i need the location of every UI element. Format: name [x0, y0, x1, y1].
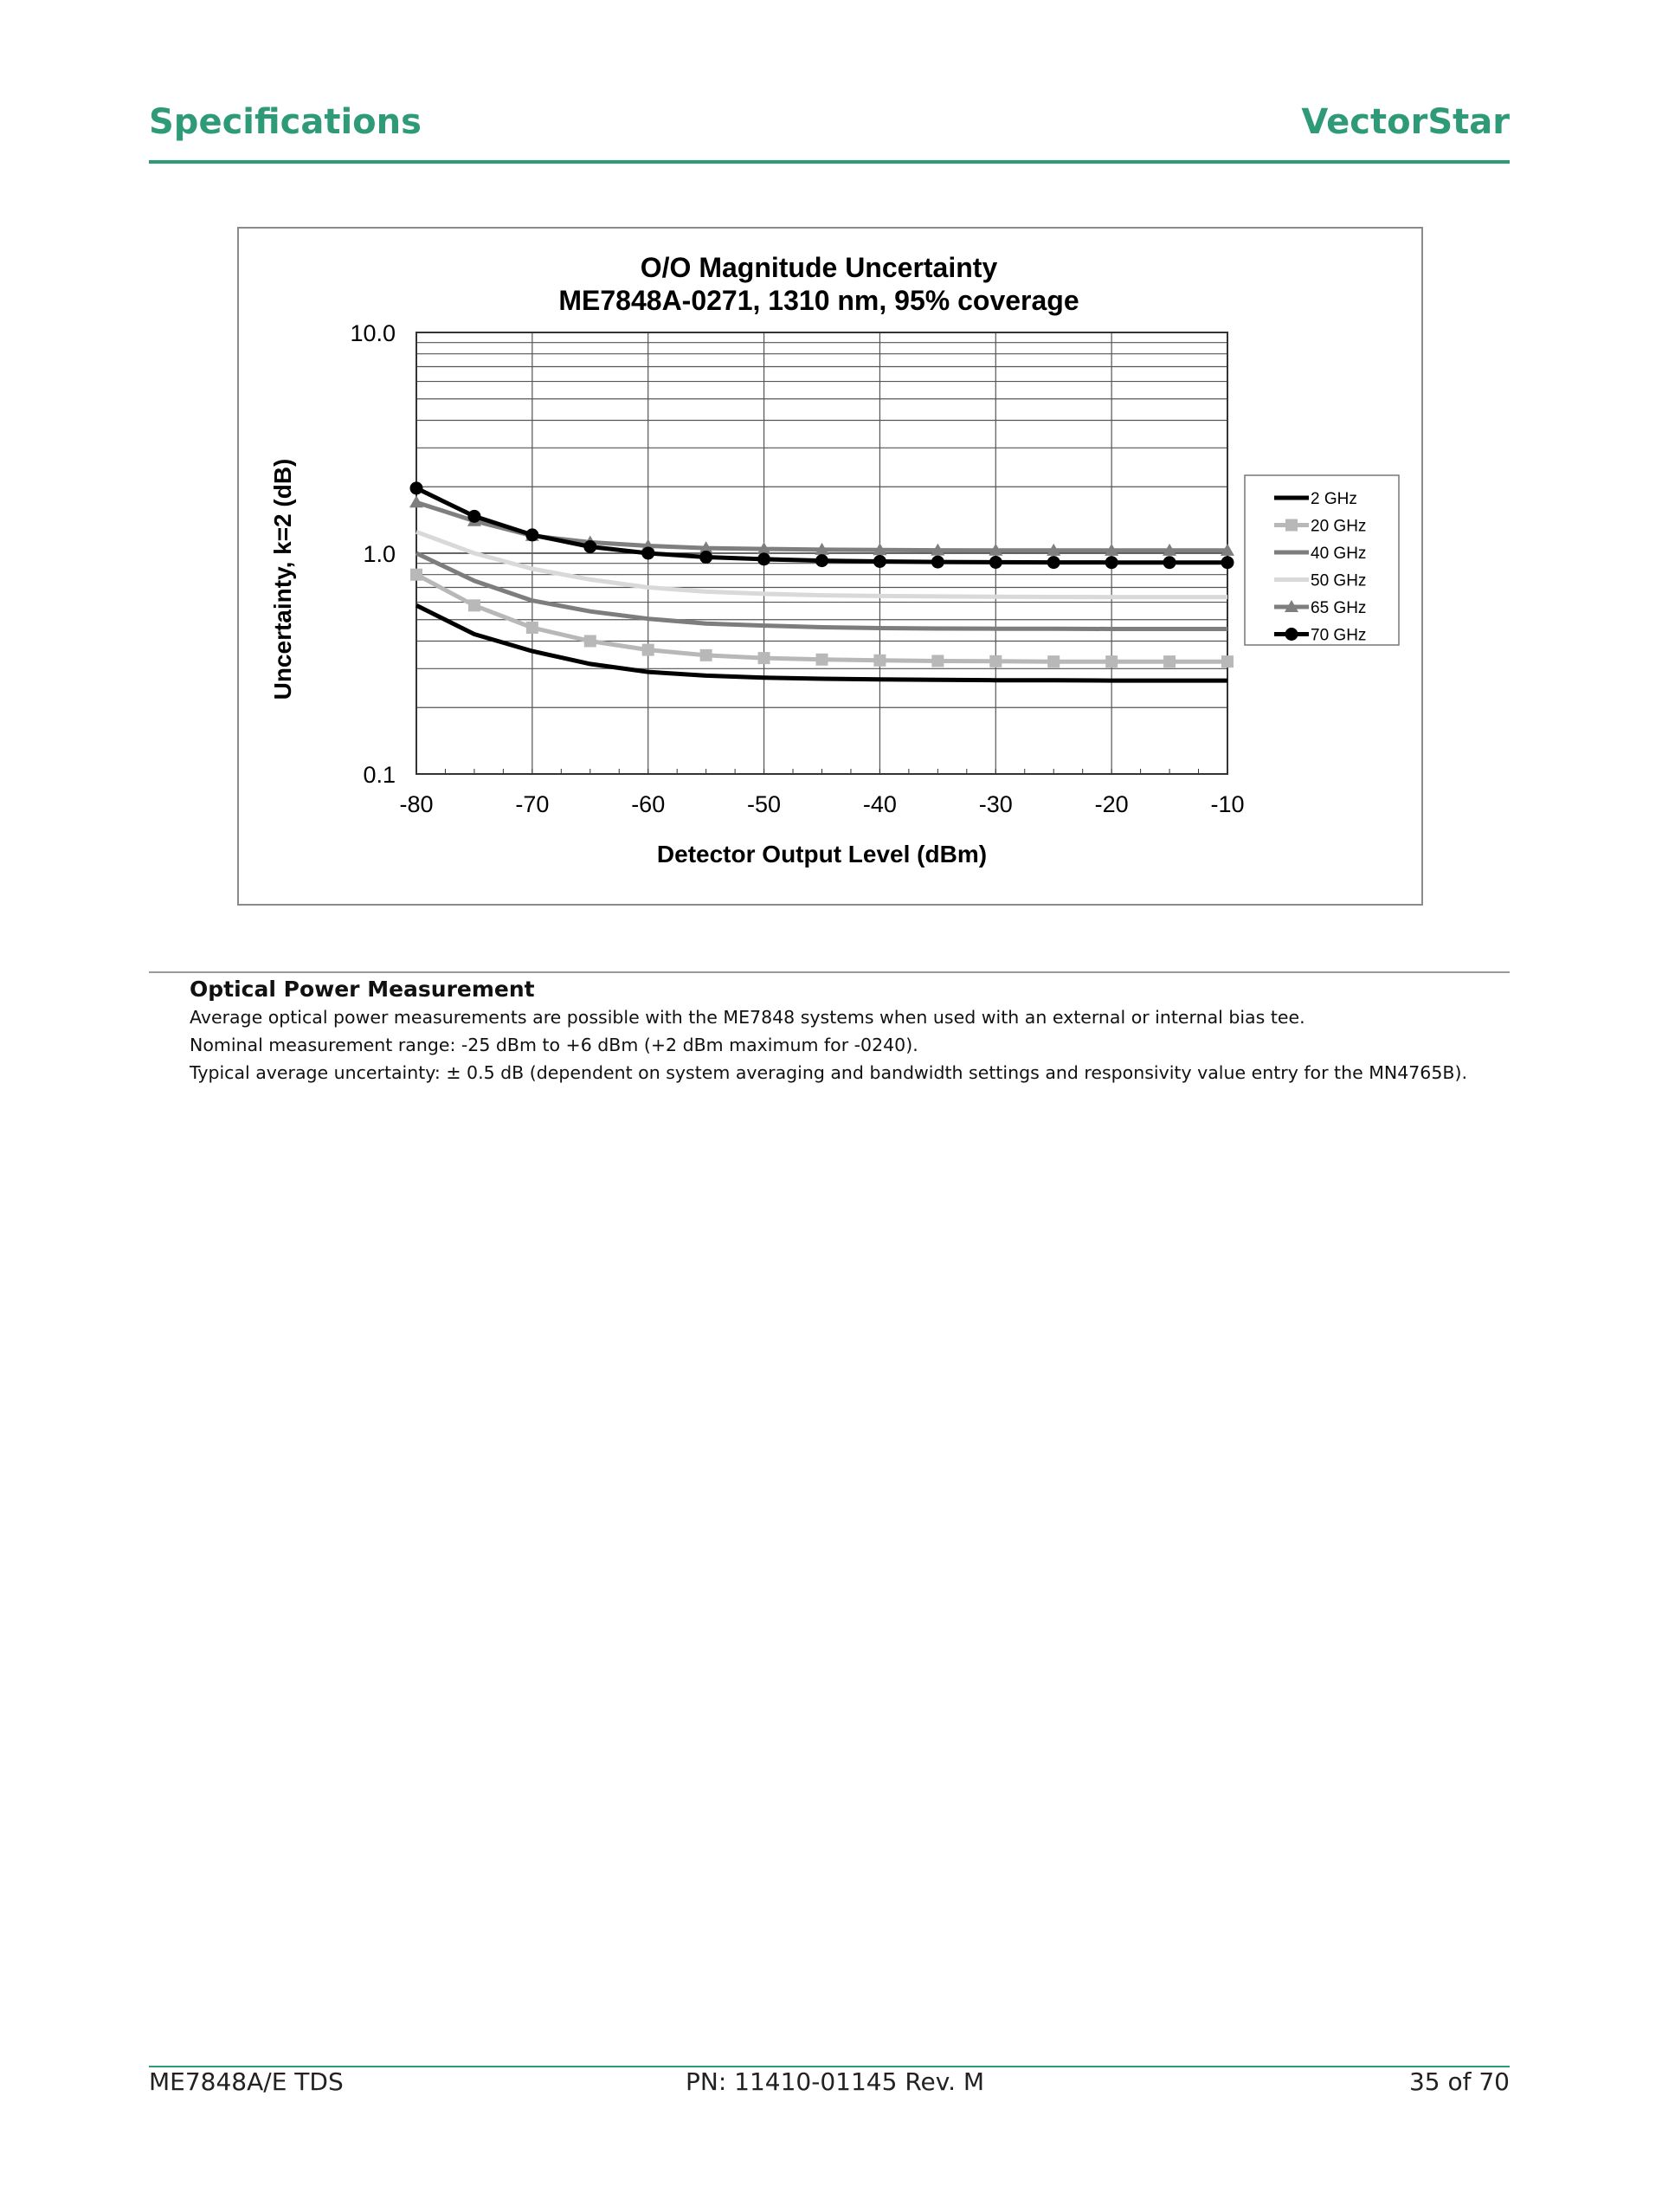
legend-label: 50 GHz: [1311, 571, 1367, 590]
x-tick-label: -80: [399, 791, 434, 817]
data-point-70-ghz: [1105, 556, 1118, 569]
legend-marker-20-ghz: [1285, 519, 1298, 532]
header-product-name: VectorStar: [1301, 102, 1510, 142]
section-text-line: Nominal measurement range: -25 dBm to +6 dBm (+2 dBm maximum for -0240).: [190, 1035, 918, 1055]
data-point-70-ghz: [1221, 556, 1234, 569]
legend-label: 40 GHz: [1311, 545, 1367, 563]
data-point-70-ghz: [641, 547, 654, 560]
y-axis-label: Uncertainty, k=2 (dB): [269, 458, 296, 700]
data-point-20-ghz: [1047, 655, 1060, 667]
y-tick-label: 10.0: [350, 320, 396, 346]
data-point-70-ghz: [757, 552, 770, 565]
data-point-70-ghz: [699, 551, 712, 564]
data-point-20-ghz: [468, 599, 480, 611]
data-point-20-ghz: [873, 655, 886, 667]
data-point-70-ghz: [583, 540, 596, 553]
data-point-70-ghz: [815, 554, 828, 567]
header-rule: [149, 160, 1510, 164]
data-point-20-ghz: [758, 652, 770, 664]
data-point-20-ghz: [1221, 655, 1234, 667]
data-point-20-ghz: [816, 654, 828, 666]
footer-doc-name: ME7848A/E TDS: [149, 2067, 344, 2096]
x-tick-label: -70: [515, 791, 550, 817]
legend-marker-70-ghz: [1285, 628, 1298, 641]
x-tick-label: -60: [631, 791, 666, 817]
footer-page-number: 35 of 70: [1408, 2067, 1510, 2096]
data-point-20-ghz: [1105, 655, 1118, 667]
data-point-70-ghz: [1163, 556, 1176, 569]
series-line-2-ghz: [416, 605, 1227, 680]
data-point-20-ghz: [526, 622, 538, 634]
x-tick-label: -40: [862, 791, 897, 817]
data-point-20-ghz: [1163, 655, 1176, 667]
x-tick-label: -20: [1094, 791, 1129, 817]
data-point-20-ghz: [642, 644, 654, 656]
data-point-70-ghz: [1047, 556, 1060, 569]
legend-label: 65 GHz: [1311, 599, 1367, 617]
header-section-title: Specifications: [149, 102, 422, 142]
data-point-70-ghz: [410, 481, 423, 494]
data-point-70-ghz: [931, 556, 944, 569]
data-point-70-ghz: [873, 555, 886, 568]
y-tick-label: 1.0: [363, 541, 396, 567]
data-point-70-ghz: [989, 556, 1002, 569]
x-tick-label: -50: [747, 791, 782, 817]
chart-canvas: [239, 229, 1421, 904]
data-point-20-ghz: [931, 655, 944, 667]
chart-subtitle: ME7848A-0271, 1310 nm, 95% coverage: [558, 285, 1079, 316]
legend-label: 70 GHz: [1311, 626, 1367, 645]
data-point-20-ghz: [700, 649, 712, 661]
x-tick-label: -30: [978, 791, 1013, 817]
data-point-20-ghz: [410, 569, 422, 581]
footer-part-number: PN: 11410-01145 Rev. M: [686, 2067, 985, 2096]
data-point-70-ghz: [525, 528, 538, 541]
legend-label: 2 GHz: [1311, 490, 1357, 508]
data-point-70-ghz: [467, 510, 480, 523]
legend-label: 20 GHz: [1311, 517, 1367, 536]
x-tick-label: -10: [1210, 791, 1245, 817]
section-text-line: Average optical power measurements are possible with the ME7848 systems when used with an external or internal bias tee.: [190, 1007, 1305, 1028]
chart-title: O/O Magnitude Uncertainty: [640, 252, 998, 283]
uncertainty-chart: [237, 227, 1423, 906]
y-tick-label: 0.1: [363, 762, 396, 788]
data-point-20-ghz: [584, 635, 596, 647]
section-text-line: Typical average uncertainty: ± 0.5 dB (dependent on system averaging and bandwidth settings and responsivity value entry for the MN4765B).: [190, 1062, 1467, 1083]
x-axis-label: Detector Output Level (dBm): [656, 841, 988, 867]
section-rule: [149, 971, 1510, 973]
section-title: Optical Power Measurement: [190, 977, 535, 1002]
data-point-65-ghz: [409, 495, 423, 507]
data-point-20-ghz: [989, 655, 1002, 667]
